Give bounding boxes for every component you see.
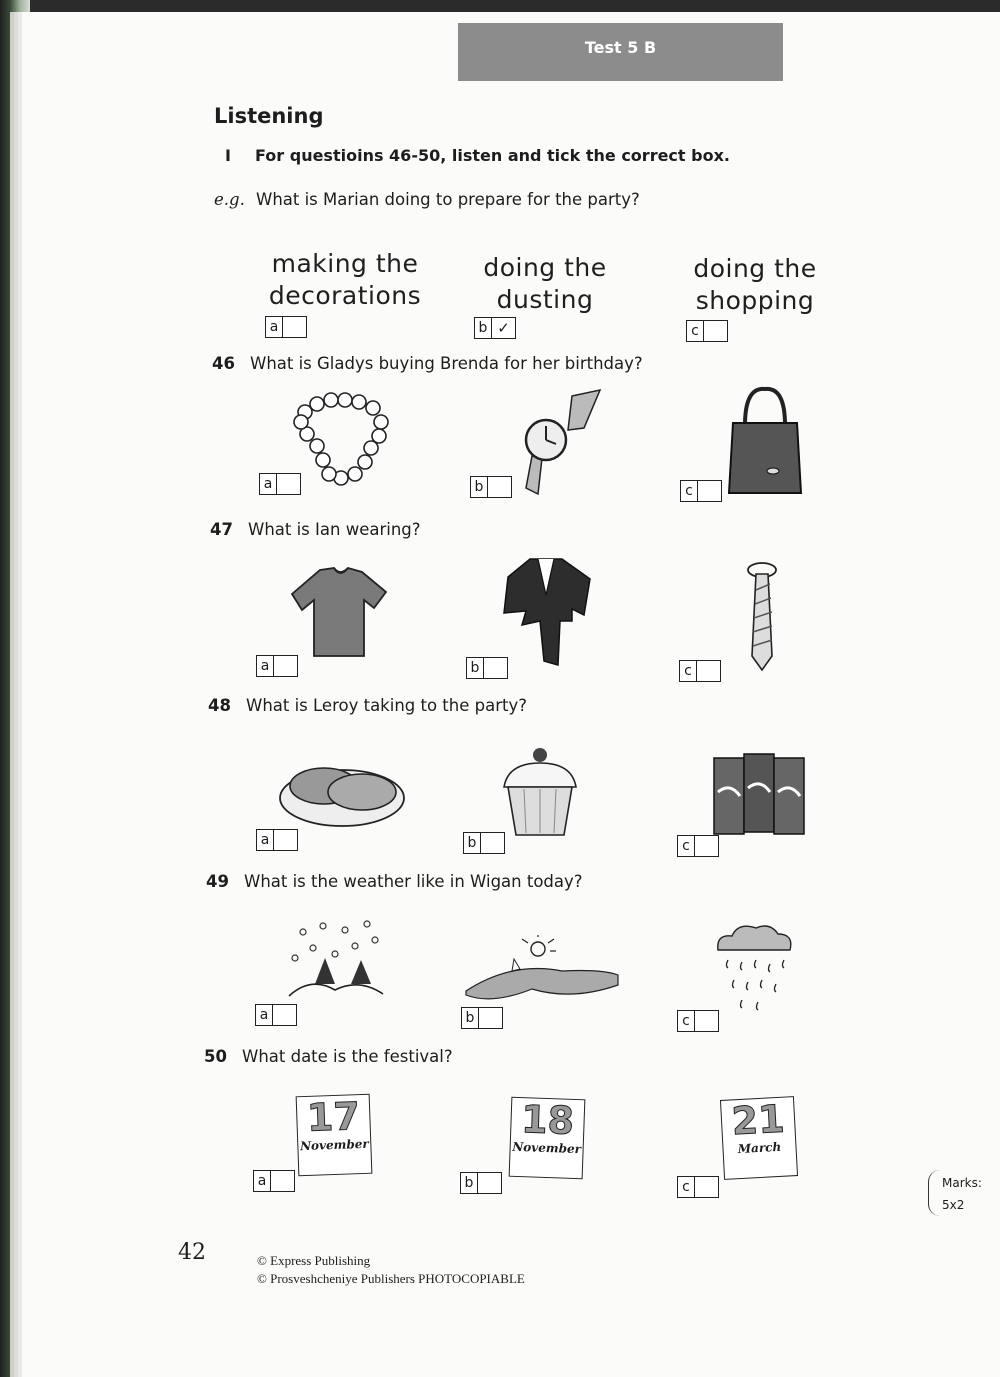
watch-icon — [512, 388, 612, 496]
question-47: 47 What is Ian wearing? — [210, 520, 421, 539]
example-option-b-label: doing the dusting — [483, 253, 607, 314]
example-question — [214, 190, 640, 209]
calendar-month: November — [299, 1136, 369, 1154]
example-prefix: e.g. — [214, 190, 245, 209]
question-49: 49 What is the weather like in Wigan today? — [206, 872, 583, 891]
calendar-icon — [720, 1096, 798, 1180]
sunny-icon — [462, 935, 622, 1005]
example-answer-box-b[interactable]: b ✓ — [474, 317, 516, 339]
question-50: 50 What date is the festival? — [204, 1047, 453, 1066]
tie-icon — [742, 560, 782, 672]
instruction — [225, 146, 730, 165]
cupcake-icon — [498, 745, 583, 840]
instruction-text: For questioins 46-50, listen and tick the correct box. — [255, 146, 730, 165]
test-header — [458, 23, 783, 81]
calendar-day: 18 — [520, 1097, 575, 1143]
q49-answer-box-b[interactable]: b — [461, 1007, 503, 1029]
example-answer-box-a[interactable]: a — [265, 316, 307, 338]
calendar-day: 17 — [306, 1094, 361, 1140]
copyright-line-1: © Express Publishing — [257, 1253, 371, 1268]
example-question-text: What is Marian doing to prepare for the party? — [256, 190, 640, 209]
test-label: Test 5 B — [584, 38, 657, 57]
q50-answer-box-a[interactable]: a — [253, 1170, 295, 1192]
marks-bracket — [928, 1170, 941, 1216]
tick-mark: ✓ — [497, 319, 510, 337]
copyright-line-2: © Prosveshcheniye Publishers PHOTOCOPIABLE — [257, 1271, 525, 1286]
q48-answer-box-b[interactable]: b — [463, 832, 505, 854]
marks-box — [942, 1172, 982, 1216]
calendar-day: 21 — [730, 1096, 786, 1144]
instruction-number: I — [225, 146, 231, 165]
q50-answer-box-c[interactable]: c — [677, 1176, 719, 1198]
handbag-icon — [725, 385, 805, 500]
calendar-icon — [296, 1094, 373, 1177]
sandwiches-icon — [276, 748, 408, 830]
section-title: Listening — [214, 104, 324, 128]
question-48: 48 What is Leroy taking to the party? — [208, 696, 527, 715]
suit-icon — [500, 555, 595, 667]
soda-cans-icon — [710, 752, 810, 838]
q47-answer-box-b[interactable]: b — [466, 657, 508, 679]
tshirt-icon — [290, 564, 390, 659]
calendar-icon — [509, 1097, 586, 1180]
q47-answer-box-a[interactable]: a — [256, 655, 298, 677]
question-46: 46 What is Gladys buying Brenda for her birthday? — [212, 354, 643, 373]
snow-icon — [285, 918, 385, 1013]
q50-answer-box-b[interactable]: b — [460, 1172, 502, 1194]
necklace-icon — [285, 390, 395, 490]
page-number: 42 — [178, 1240, 206, 1265]
marks-value: 5x2 — [942, 1198, 965, 1212]
q48-answer-box-a[interactable]: a — [256, 829, 298, 851]
marks-label: Marks: — [942, 1176, 982, 1190]
q47-answer-box-c[interactable]: c — [679, 660, 721, 682]
q46-answer-box-c[interactable]: c — [680, 480, 722, 502]
example-answer-box-c[interactable]: c — [686, 320, 728, 342]
example-option-a-label: making the decorations — [268, 249, 422, 310]
q46-answer-box-b[interactable]: b — [470, 476, 512, 498]
calendar-month: March — [737, 1139, 782, 1157]
q49-answer-box-c[interactable]: c — [677, 1010, 719, 1032]
calendar-month: November — [512, 1139, 582, 1157]
q46-answer-box-a[interactable]: a — [259, 473, 301, 495]
q49-answer-box-a[interactable]: a — [255, 1004, 297, 1026]
rain-icon — [708, 920, 798, 1020]
example-option-c-label: doing the shopping — [693, 254, 817, 315]
q48-answer-box-c[interactable]: c — [677, 835, 719, 857]
